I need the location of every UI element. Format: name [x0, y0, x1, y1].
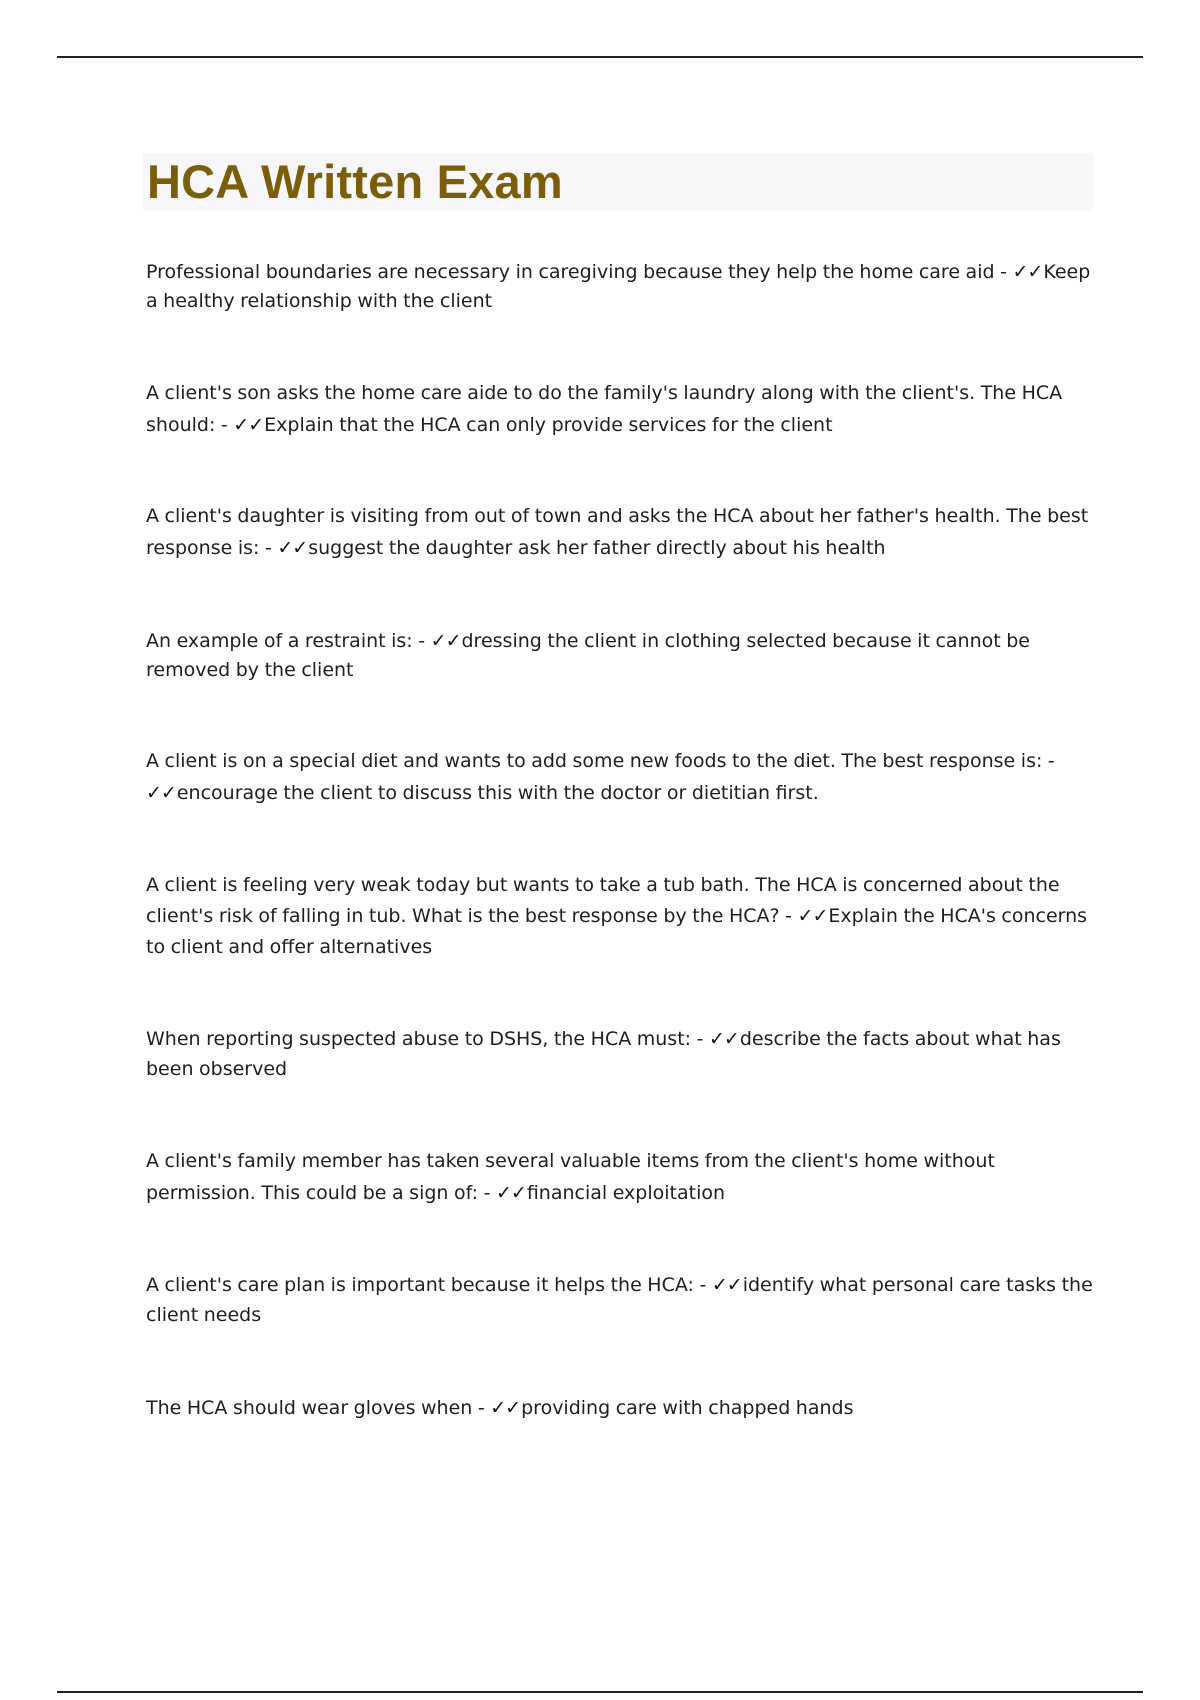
- title-band: [143, 153, 1093, 211]
- question-text: A client's care plan is important because it helps the HCA:: [146, 1274, 694, 1296]
- separator: -: [412, 630, 431, 652]
- answer-text: suggest the daughter ask her father directly about his health: [308, 537, 886, 559]
- double-check-icon: ✓✓: [430, 630, 461, 652]
- double-check-icon: ✓✓: [233, 414, 264, 436]
- answer-text: Keep a healthy relationship with the client: [146, 261, 1091, 312]
- separator: -: [693, 1274, 712, 1296]
- double-check-icon: ✓✓: [490, 1397, 521, 1419]
- double-check-icon: ✓✓: [797, 905, 828, 927]
- qa-item-3: [146, 500, 1096, 564]
- question-text: A client's family member has taken several valuable items from the client's home without permission. This could be a sign of:: [146, 1150, 995, 1204]
- answer-text: Explain that the HCA can only provide services for the client: [264, 414, 833, 436]
- question-text: Professional boundaries are necessary in caregiving because they help the home care aid: [146, 261, 995, 283]
- question-text: A client's son asks the home care aide to do the family's laundry along with the client's. The HCA should:: [146, 382, 1063, 436]
- qa-item-4: [146, 627, 1096, 685]
- double-check-icon: ✓✓: [146, 782, 176, 804]
- separator: -: [478, 1182, 496, 1204]
- separator: -: [779, 905, 798, 927]
- answer-text: encourage the client to discuss this with the doctor or dietitian first.: [176, 782, 819, 804]
- separator: -: [994, 261, 1013, 283]
- qa-item-1: [146, 258, 1096, 316]
- answer-text: describe the facts about what has been observed: [146, 1028, 1061, 1080]
- double-check-icon: ✓✓: [708, 1028, 739, 1050]
- separator: -: [215, 414, 234, 436]
- double-check-icon: ✓✓: [711, 1274, 742, 1296]
- answer-text: identify what personal care tasks the client needs: [146, 1274, 1093, 1326]
- separator: -: [259, 537, 278, 559]
- qa-item-10: [146, 1393, 1096, 1423]
- qa-item-6: [146, 870, 1096, 963]
- double-check-icon: ✓✓: [495, 1182, 526, 1204]
- bottom-rule: [57, 1691, 1143, 1693]
- question-text: An example of a restraint is:: [146, 630, 413, 652]
- separator: -: [1042, 750, 1055, 772]
- question-text: A client is feeling very weak today but wants to take a tub bath. The HCA is concerned about the client's risk of falling in tub. What is the best response by the HCA?: [146, 874, 1060, 927]
- qa-item-2: [146, 377, 1096, 441]
- answer-text: financial exploitation: [526, 1182, 726, 1204]
- answer-text: dressing the client in clothing selected because it cannot be removed by the client: [146, 630, 1030, 681]
- answer-text: Explain the HCA's concerns to client and offer alternatives: [146, 905, 1088, 958]
- document-title: HCA Written Exam: [147, 155, 563, 208]
- question-text: When reporting suspected abuse to DSHS, the HCA must:: [146, 1028, 692, 1050]
- question-text: A client is on a special diet and wants to add some new foods to the diet. The best response is:: [146, 750, 1043, 772]
- separator: -: [691, 1028, 709, 1050]
- qa-item-9: [146, 1270, 1096, 1330]
- question-text: The HCA should wear gloves when: [146, 1397, 473, 1419]
- qa-item-5: [146, 745, 1096, 809]
- qa-item-7: [146, 1024, 1096, 1084]
- qa-item-8: [146, 1145, 1096, 1209]
- answer-text: providing care with chapped hands: [521, 1397, 854, 1419]
- double-check-icon: ✓✓: [277, 537, 308, 559]
- question-text: A client's daughter is visiting from out of town and asks the HCA about her father's health. The best response is:: [146, 505, 1089, 559]
- top-rule: [57, 56, 1143, 58]
- double-check-icon: ✓✓: [1012, 261, 1043, 283]
- separator: -: [472, 1397, 491, 1419]
